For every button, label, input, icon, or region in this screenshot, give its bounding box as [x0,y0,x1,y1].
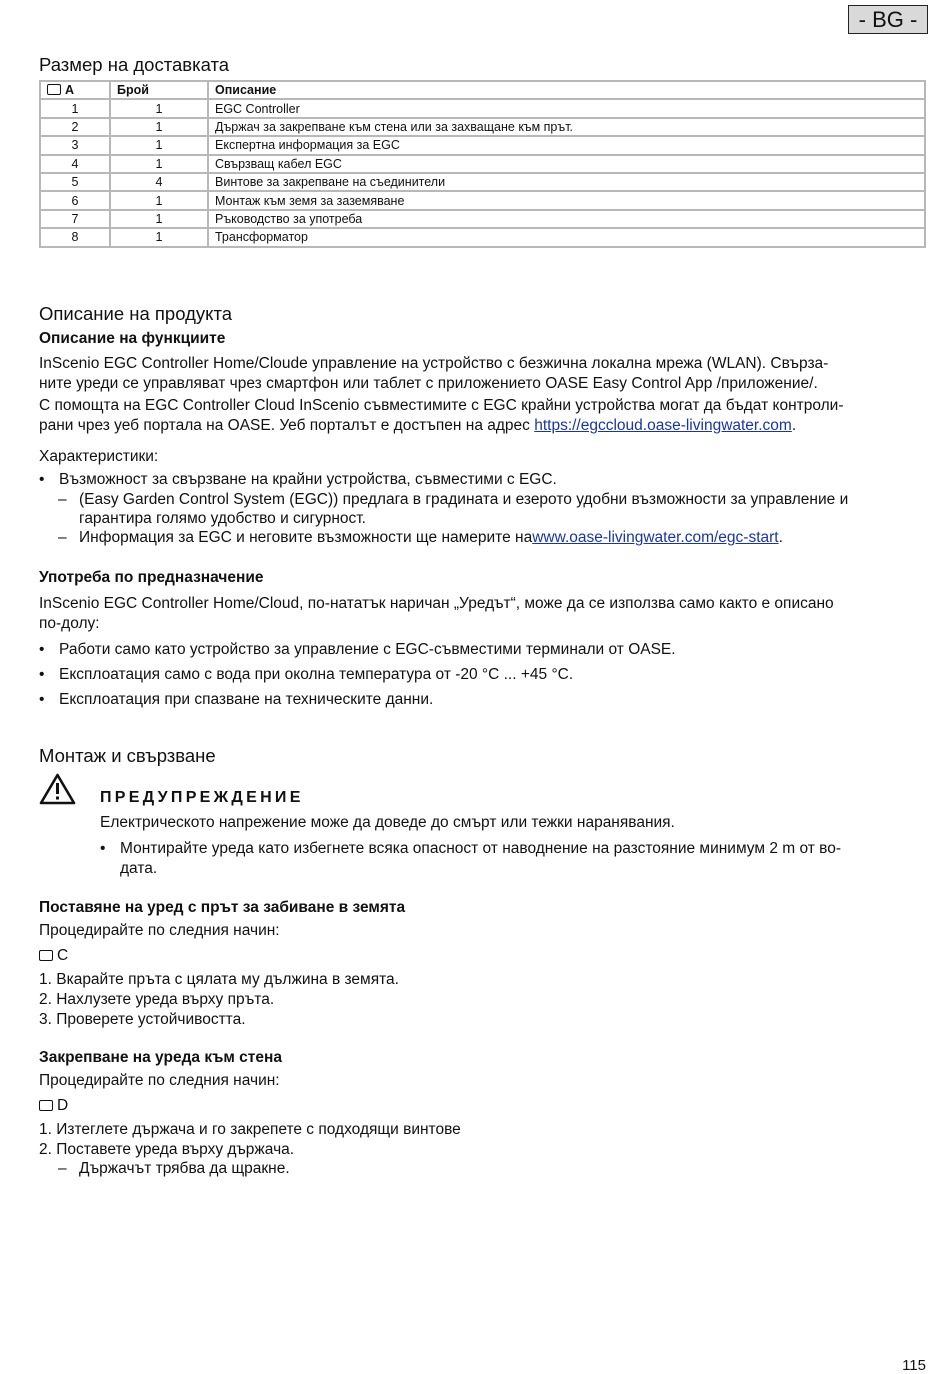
table-row [40,118,925,136]
column-header-quantity: Брой [110,81,208,99]
cell-pos: 4 [40,155,110,173]
dash-item: – [58,1160,67,1177]
figure-icon [39,1100,53,1111]
column-header-description: Описание [208,81,925,99]
bullet-icon: • [39,471,45,488]
list-item-text: Работи само като устройство за управление с EGC-съвместими терминали от OASE. [59,641,676,658]
cell-desc: Трансформатор [208,228,925,246]
cell-desc: EGC Controller [208,99,925,117]
wall-mount-heading: Закрепване на уреда към стена [39,1049,282,1066]
cell-pos: 8 [40,228,110,246]
dash-item-text: Държачът трябва да щракне. [79,1160,290,1177]
step-text: Изтеглете държача и го закрепете с подходящи винтове [56,1121,461,1138]
cell-desc: Ръководство за употреба [208,210,925,228]
egccloud-link[interactable]: https://egccloud.oase-livingwater.com [534,417,792,434]
warning-triangle-icon [39,773,76,805]
step-text: Проверете устойчивостта. [56,1011,246,1028]
table-row [40,173,925,191]
cell-pos: 7 [40,210,110,228]
cell-desc: Държач за закрепване към стена или за захващане към прът. [208,118,925,136]
cell-qty: 4 [110,173,208,191]
table-header-row [40,81,925,99]
step-text: Нахлузете уреда върху пръта. [56,991,275,1008]
step-text: Вкарайте пръта с цялата му дължина в земята. [56,971,399,988]
egc-start-link[interactable]: www.oase-livingwater.com/egc-start [532,529,779,546]
text-span: . [778,529,783,546]
list-item: 3. Проверете устойчивостта. [39,1011,246,1028]
table-row [40,99,925,117]
cell-desc: Експертна информация за EGC [208,136,925,154]
wall-mount-intro: Процедирайте по следния начин: [39,1072,280,1089]
table-row [40,210,925,228]
text-line: гарантира голямо удобство и сигурност. [79,510,366,527]
text-line: InScenio EGC Controller Home/Cloud, по-нататък наричан „Уредът“, може да се използва само както е описано [39,595,834,612]
intended-use-heading: Употреба по предназначение [39,569,264,586]
text-span: Информация за EGC и неговите възможности ще намерите на [79,529,533,546]
cell-desc: Свързващ кабел EGC [208,155,925,173]
table-row [40,136,925,154]
ground-spike-intro: Процедирайте по следния начин: [39,922,280,939]
list-item-text: Експлоатация при спазване на техническите данни. [59,691,434,708]
figure-letter: C [57,947,69,964]
cell-qty: 1 [110,118,208,136]
cell-qty: 1 [110,191,208,209]
dash-item-text [79,528,783,547]
step-text: Поставете уреда върху държача. [56,1141,295,1158]
cell-desc: Монтаж към земя за заземяване [208,191,925,209]
text-line: Монтирайте уреда като избегнете всяка опасност от наводнение на разстояние минимум 2 m от во- [120,840,841,857]
list-item: 2. Поставете уреда върху държача. [39,1141,295,1158]
list-item: 1. Изтеглете държача и го закрепете с подходящи винтове [39,1121,461,1138]
figure-reference [39,946,919,966]
text-line: по-долу: [39,615,100,632]
delivery-table [39,80,926,248]
cell-qty: 1 [110,99,208,117]
text-line [39,416,919,436]
functions-heading: Описание на функциите [39,330,226,347]
list-item-text: Възможност за свързване на крайни устройства, съвместими с EGC. [59,471,557,488]
bullet-icon: • [39,666,45,683]
cell-pos: 6 [40,191,110,209]
cell-pos: 3 [40,136,110,154]
list-item-text: Експлоатация само с вода при околна температура от -20 °C ... +45 °C. [59,666,574,683]
bullet-icon: • [39,641,45,658]
table-row [40,191,925,209]
ground-spike-heading: Поставяне на уред с прът за забиване в земята [39,899,406,916]
cell-pos: 2 [40,118,110,136]
page-number: 115 [902,1357,926,1374]
cell-pos: 5 [40,173,110,191]
text-line: С помощта на EGC Controller Cloud InScenio съвместимите с EGC крайни устройства могат да бъдат контроли- [39,397,844,414]
bullet-icon: • [100,840,106,857]
text-span: рани чрез уеб портала на OASE. Уеб порталът е достъпен на адрес [39,417,535,434]
text-line: ните уреди се управляват чрез смартфон или таблет с приложението OASE Easy Control App /приложение/. [39,375,818,392]
cell-desc: Винтове за закрепване на съединители [208,173,925,191]
figure-icon [47,84,61,95]
figure-reference [39,1096,919,1116]
intended-use-intro [39,594,919,634]
cell-qty: 1 [110,228,208,246]
warning-title: ПРЕДУПРЕЖДЕНИЕ [100,789,304,806]
cell-qty: 1 [110,155,208,173]
features-label: Характеристики: [39,448,159,465]
language-tag: - BG - [848,5,928,34]
product-heading: Описание на продукта [39,303,232,324]
steps-list [39,1120,919,1160]
dash-item: – [58,529,67,546]
product-paragraph-2 [39,396,919,436]
list-item: 1. Вкарайте пръта с цялата му дължина в земята. [39,971,399,988]
dash-item: – [58,491,67,508]
list-item: 2. Нахлузете уреда върху пръта. [39,991,275,1008]
column-header-figure: A [40,81,110,99]
text-span: . [791,417,797,434]
figure-letter: D [57,1097,69,1114]
table-row [40,228,925,246]
figure-icon [39,950,53,961]
text-line: (Easy Garden Control System (EGC)) предлага в градината и езерото удобни възможности за управление и [79,491,849,508]
text-line: InScenio EGC Controller Home/Cloude управление на устройство с безжична локална мрежа (WLAN). Свърза- [39,355,829,372]
table-row [40,155,925,173]
cell-qty: 1 [110,210,208,228]
product-paragraph-1 [39,354,919,394]
cell-qty: 1 [110,136,208,154]
list-item-text [120,839,920,879]
cell-pos: 1 [40,99,110,117]
delivery-heading: Размер на доставката [39,54,230,75]
warning-text: Електрическото напрежение може да доведе до смърт или тежки наранявания. [100,814,675,831]
bullet-icon: • [39,691,45,708]
text-line: дата. [120,860,158,877]
dash-item-text [79,490,848,528]
steps-list [39,970,919,1030]
mounting-heading: Монтаж и свързване [39,745,216,766]
